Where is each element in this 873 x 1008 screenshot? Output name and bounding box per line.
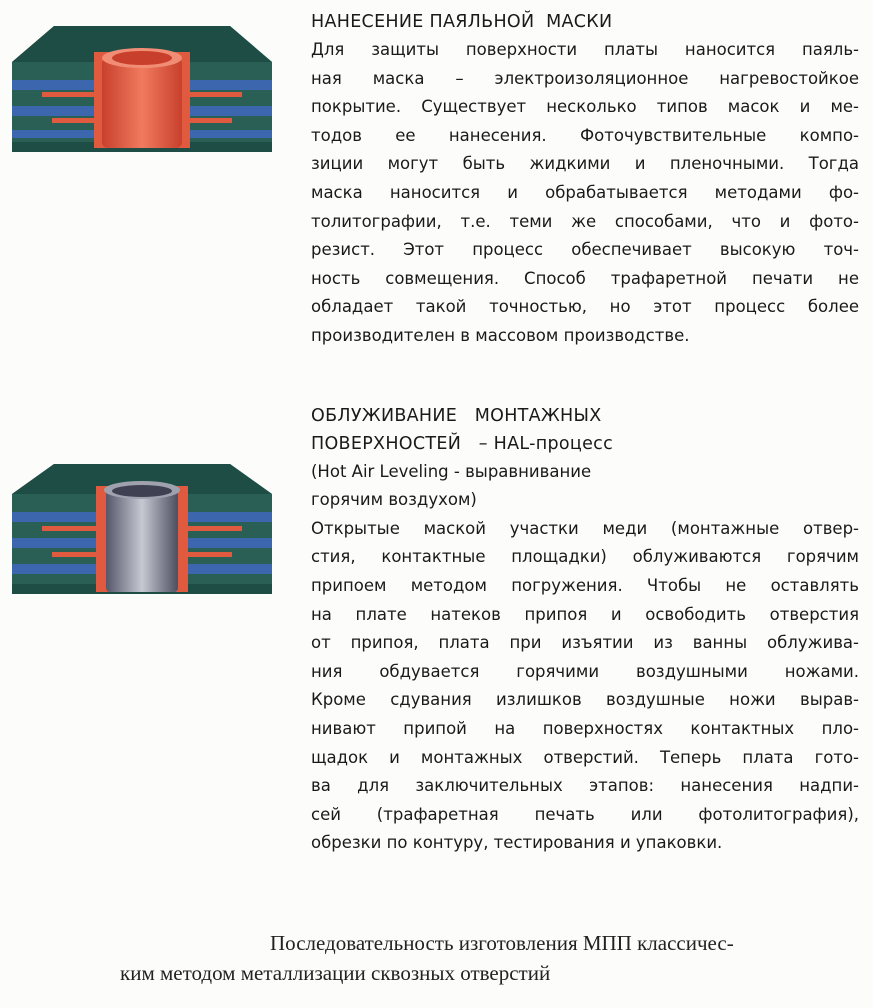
hal-subtitle-line2: горячим воздухом) bbox=[311, 490, 477, 510]
body-line: от припоя, плата при изъятии из ванны облужива- bbox=[311, 633, 859, 653]
pcb-solder-mask-diagram bbox=[12, 18, 272, 178]
solder-mask-body bbox=[311, 36, 859, 351]
body-line: покрытие. Существует несколько типов масок и ме- bbox=[311, 97, 859, 117]
solder-mask-heading: НАНЕСЕНИЕ ПАЯЛЬНОЙ МАСКИ bbox=[311, 12, 613, 32]
body-line: тодов ее нанесения. Фоточувствительные компо- bbox=[311, 125, 859, 145]
body-line: на плате натеков припоя и освободить отверстия bbox=[311, 604, 859, 624]
body-line: резист. Этот процесс обеспечивает высокую точ- bbox=[311, 240, 859, 260]
body-line: Кроме сдувания излишков воздушные ножи вырав- bbox=[311, 690, 859, 710]
hal-heading-line2: ПОВЕРХНОСТЕЙ – HAL-процесс bbox=[311, 434, 613, 454]
body-line: ная маска – электроизоляционное нагревостойкое bbox=[311, 68, 859, 88]
body-line: сей (трафаретная печать или фотолитография), bbox=[311, 804, 859, 824]
body-line: производителен в массовом производстве. bbox=[311, 325, 690, 345]
hal-subtitle-line1: (Hot Air Leveling - выравнивание bbox=[311, 462, 592, 481]
hal-body bbox=[311, 515, 859, 858]
hal-heading-line1: ОБЛУЖИВАНИЕ МОНТАЖНЫХ bbox=[311, 406, 602, 426]
pcb-hal-diagram bbox=[12, 450, 272, 610]
body-line: ность совмещения. Способ трафаретной печати не bbox=[311, 268, 859, 288]
body-line: стия, контактные площадки) облуживаются горячим bbox=[311, 547, 859, 567]
solder-mask-section bbox=[311, 8, 859, 351]
body-line: обрезки по контуру, тестирования и упаковки. bbox=[311, 833, 723, 853]
body-line: маска наносится и обрабатывается методами фо- bbox=[311, 182, 859, 202]
body-line: припоем методом погружения. Чтобы не оставлять bbox=[311, 576, 859, 595]
body-line: ва для заключительных этапов: нанесения надпи- bbox=[311, 776, 859, 796]
caption-line1: Последовательность изготовления МПП классичес- bbox=[270, 931, 734, 955]
body-line: нивают припой на поверхностях контактных пло- bbox=[311, 718, 859, 738]
body-line: щадок и монтажных отверстий. Теперь плата гото- bbox=[311, 747, 859, 767]
body-line: обладает такой точностью, но этот процесс более bbox=[311, 297, 859, 317]
body-line: толитографии, т.е. теми же способами, что и фото- bbox=[311, 211, 859, 231]
hal-section bbox=[311, 402, 859, 858]
body-line: ния обдувается горячими воздушными ножами. bbox=[311, 661, 859, 681]
caption-line2: ким методом металлизации сквозных отверстий bbox=[120, 961, 551, 985]
body-line: Для защиты поверхности платы наносится паяль- bbox=[311, 40, 859, 59]
body-line: зиции могут быть жидкими и пленочными. Тогда bbox=[311, 154, 859, 174]
figure-caption bbox=[120, 928, 860, 988]
body-line: Открытые маской участки меди (монтажные отвер- bbox=[311, 518, 859, 538]
